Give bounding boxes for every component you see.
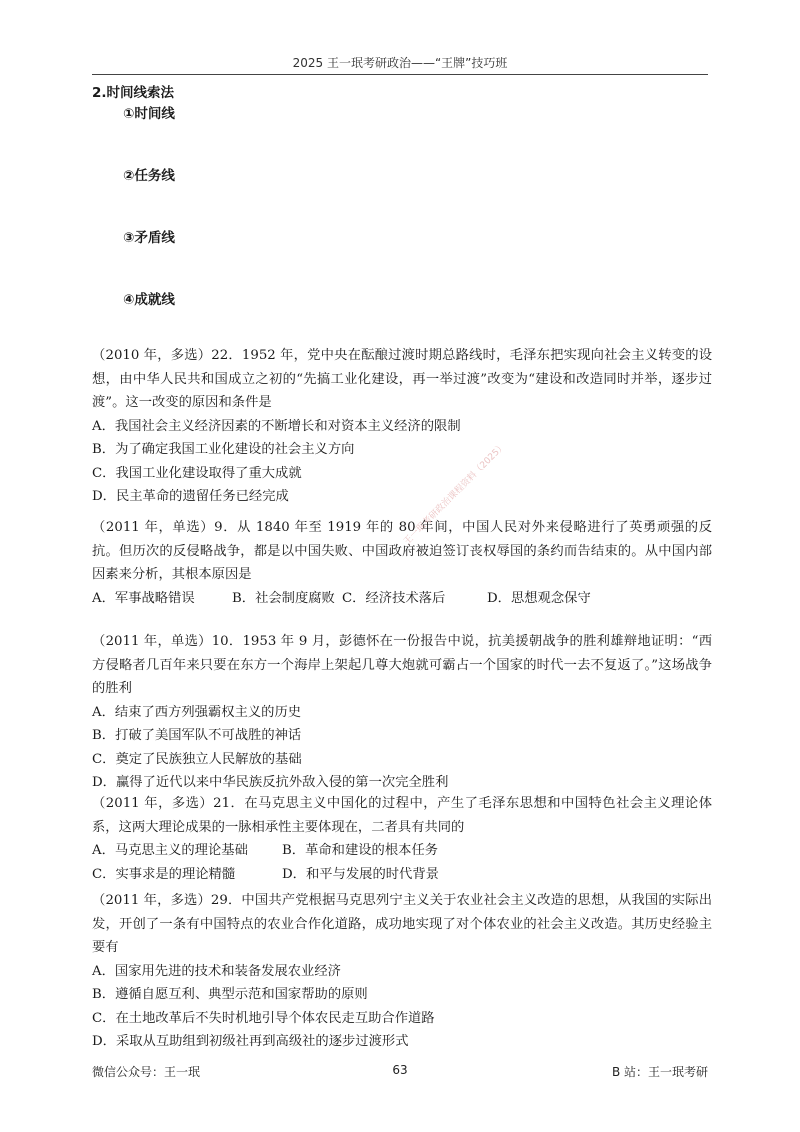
option: D．采取从互助组到初级社再到高级社的逐步过渡形式 (92, 1034, 409, 1049)
option: C．经济技术落后 (342, 590, 446, 606)
option: D．思想观念保守 (487, 590, 591, 606)
question-block (92, 889, 712, 1054)
section-title: 2.时间线索法 (92, 85, 175, 101)
option: B．打破了美国军队不可战胜的神话 (92, 728, 302, 743)
subhead-timeline: ①时间线 (123, 106, 175, 122)
question-block (92, 516, 712, 610)
option-row (92, 839, 712, 863)
question-block (92, 630, 712, 795)
option: D．民主革命的遗留任务已经完成 (92, 489, 289, 504)
option: C．实事求是的理论精髓 (92, 866, 236, 882)
subhead-achievementline: ④成就线 (123, 292, 175, 308)
page-number: 63 (392, 1063, 408, 1077)
question-stem: （2011 年，多选）21．在马克思主义中国化的过程中，产生了毛泽东思想和中国特色社会主义理论体系，这两大理论成果的一脉相承性主要体现在，二者具有共同的 (92, 796, 712, 835)
question-stem: （2011 年，单选）10．1953 年 9 月，彭德怀在一份报告中说，抗美援朝战争的胜利雄辩地证明：“西方侵略者几百年来只要在东方一个海岸上架起几尊大炮就可霸占一个国家的时代一去不复返了。”这场战争的胜利 (92, 634, 712, 696)
option: A．结束了西方列强霸权主义的历史 (92, 704, 302, 720)
option: C．奠定了民族独立人民解放的基础 (92, 751, 302, 767)
option: B．为了确定我国工业化建设的社会主义方向 (92, 442, 355, 457)
option-row (92, 587, 712, 611)
footer-bilibili: B 站：王一珉考研 (611, 1065, 708, 1079)
question-stem: （2011 年，单选）9．从 1840 年至 1919 年的 80 年间，中国人民对外来侵略进行了英勇顽强的反抗。但历次的反侵略战争，都是以中国失败、中国政府被迫签订丧权辱国的条约而告结束的。从中国内部因素来分析，其根本原因是 (92, 520, 712, 582)
question-block (92, 344, 712, 509)
option: B．革命和建设的根本任务 (282, 843, 439, 858)
option: B．社会制度腐败 (232, 590, 335, 606)
page-header: 2025 王一珉考研政治——“王牌”技巧班 (92, 54, 708, 75)
question-block (92, 792, 712, 886)
option: A．军事战略错误 (92, 590, 195, 606)
option: B．遵循自愿互利、典型示范和国家帮助的原则 (92, 987, 368, 1002)
option: D．赢得了近代以来中华民族反抗外敌入侵的第一次完全胜利 (92, 775, 449, 790)
question-stem: （2011 年，多选）29．中国共产党根据马克思列宁主义关于农业社会主义改造的思想，从我国的实际出发，开创了一条有中国特点的农业合作化道路，成功地实现了对个体农业的社会主义改造。其历史经验主要有 (92, 893, 712, 955)
option-row (92, 863, 712, 887)
option: C．在土地改革后不失时机地引导个体农民走互助合作道路 (92, 1010, 435, 1026)
option: A．马克思主义的理论基础 (92, 843, 248, 858)
option: C．我国工业化建设取得了重大成就 (92, 465, 302, 481)
subhead-conflictline: ③矛盾线 (123, 230, 175, 246)
option: A．我国社会主义经济因素的不断增长和对资本主义经济的限制 (92, 418, 461, 434)
option: A．国家用先进的技术和装备发展农业经济 (92, 963, 341, 979)
option: D．和平与发展的时代背景 (282, 866, 439, 882)
question-stem: （2010 年，多选）22．1952 年，党中央在酝酿过渡时期总路线时，毛泽东把实现向社会主义转变的设想，由中华人民共和国成立之初的“先搞工业化建设，再一举过渡”改变为“建设和改造同时并举，逐步过渡”。这一改变的原因和条件是 (92, 348, 712, 410)
footer-wechat: 微信公众号：王一珉 (92, 1065, 201, 1079)
subhead-taskline: ②任务线 (123, 168, 175, 184)
watermark: 王一珉考研政治课程资料（2025） (402, 441, 509, 548)
